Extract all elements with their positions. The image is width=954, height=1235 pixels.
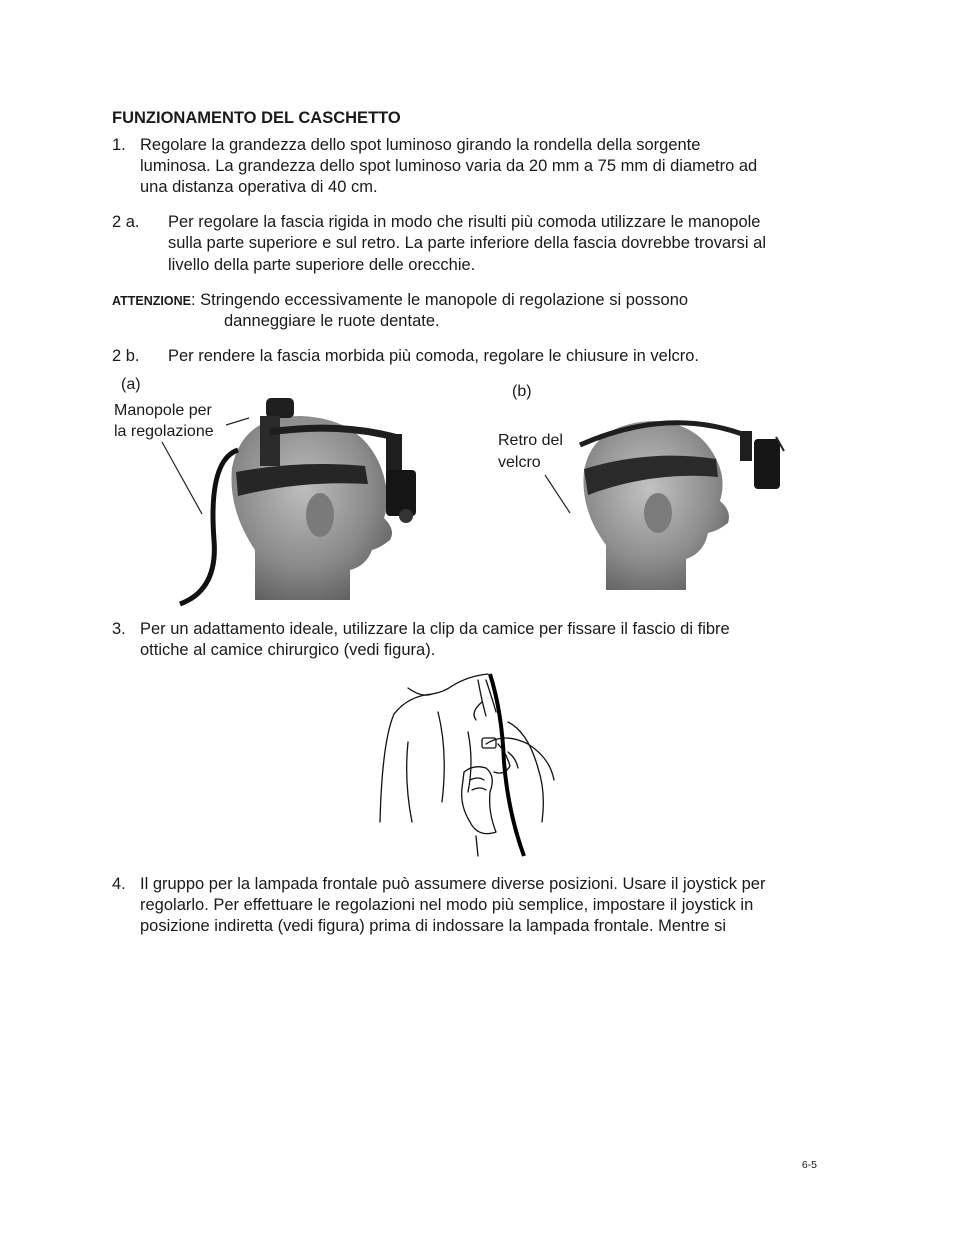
figure-a-tag: (a): [121, 376, 141, 393]
step-4-line-1: Il gruppo per la lampada frontale può assumere diverse posizioni. Usare il joystick per: [140, 875, 766, 893]
step-1-line-2: luminosa. La grandezza dello spot luminoso varia da 20 mm a 75 mm di diametro ad: [140, 157, 758, 175]
step-2a-line-1: Per regolare la fascia rigida in modo che risulti più comoda utilizzare le manopole: [168, 213, 761, 231]
caution-label: ATTENZIONE: [112, 294, 191, 308]
figure-a-headlamp-photo: [110, 390, 450, 615]
gown-clip-illustration: [378, 672, 578, 856]
step-3-line-2: ottiche al camice chirurgico (vedi figura).: [140, 641, 436, 659]
step-2a-line-2: sulla parte superiore e sul retro. La parte inferiore della fascia dovrebbe trovarsi al: [168, 234, 766, 252]
figure-b-tag: (b): [512, 383, 532, 400]
step-4-line-3: posizione indiretta (vedi figura) prima di indossare la lampada frontale. Mentre si: [140, 917, 727, 935]
figure-a-label-line-1: Manopole per: [114, 402, 212, 419]
figure-b-label-line-1: Retro del: [498, 432, 563, 449]
caution-block: [112, 290, 688, 313]
step-1-number: 1.: [112, 136, 126, 154]
figure-a-label-line-2: la regolazione: [114, 423, 214, 440]
step-2a-number: 2 a.: [112, 213, 140, 231]
caution-line-2: danneggiare le ruote dentate.: [224, 312, 440, 330]
step-1-line-1: Regolare la grandezza dello spot luminoso girando la rondella della sorgente: [140, 136, 701, 154]
figure-b-label-line-2: velcro: [498, 454, 541, 471]
step-2b-text: Per rendere la fascia morbida più comoda, regolare le chiusure in velcro.: [168, 347, 700, 365]
step-2a-line-3: livello della parte superiore delle orecchie.: [168, 256, 476, 274]
step-4-line-2: regolarlo. Per effettuare le regolazioni nel modo più semplice, impostare il joystick in: [140, 896, 754, 914]
step-3-number: 3.: [112, 620, 126, 638]
figure-b-velcro-photo: [540, 385, 790, 600]
step-2b-number: 2 b.: [112, 347, 140, 365]
caution-line-1: : Stringendo eccessivamente le manopole di regolazione si possono: [190, 291, 689, 309]
section-heading: FUNZIONAMENTO DEL CASCHETTO: [112, 109, 401, 127]
step-3-line-1: Per un adattamento ideale, utilizzare la clip da camice per fissare il fascio di fibre: [140, 620, 730, 638]
step-4-number: 4.: [112, 875, 126, 893]
step-1-line-3: una distanza operativa di 40 cm.: [140, 178, 378, 196]
page-number: 6-5: [801, 1159, 817, 1171]
